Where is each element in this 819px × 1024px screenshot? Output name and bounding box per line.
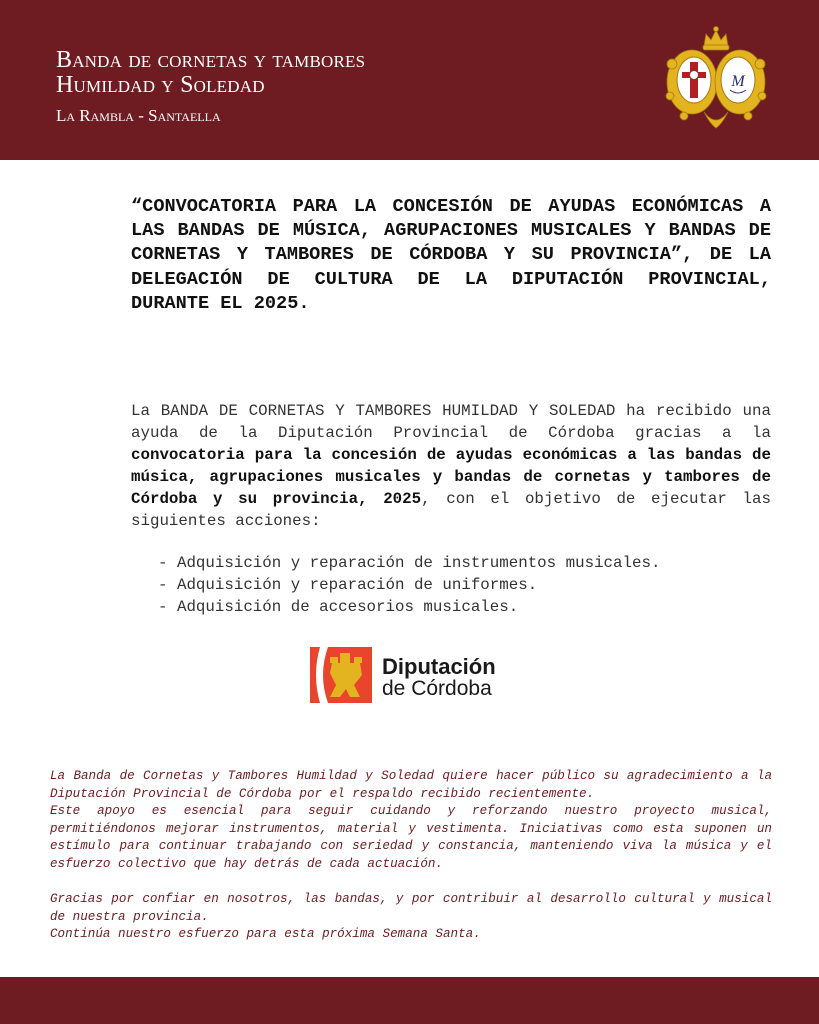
grant-intro: La BANDA DE CORNETAS Y TAMBORES HUMILDAD Y SOLEDAD ha recibido una ayuda de la Diputación Provincial de Córdoba gracias a la (131, 402, 771, 442)
acknowledgement-p1: La Banda de Cornetas y Tambores Humildad y Soledad quiere hacer público su agradecimiento a la Diputación Provincial de Córdoba por el respaldo recibido recientemente. (50, 769, 772, 801)
action-item: - Adquisición de accesorios musicales. (158, 598, 519, 616)
band-name (56, 48, 365, 126)
svg-text:M: M (731, 73, 745, 90)
acknowledgement-p2: Este apoyo es esencial para seguir cuidando y reforzando nuestro proyecto musical, permitiéndonos mejorar instrumentos, material y vestimenta. Iniciativas como esta suponen un estímulo para continuar trabajando con seriedad y constancia, manteniendo viva la música y el esfuerzo colectivo que hay detrás de cada actuación. (50, 804, 772, 871)
acknowledgement-p3: Gracias por confiar en nosotros, las bandas, y por contribuir al desarrollo cultural y musical de nuestra provincia. (50, 892, 772, 924)
action-item: - Adquisición y reparación de instrumentos musicales. (158, 554, 661, 572)
actions-list (158, 552, 660, 618)
band-name-line2: Humildad y Soledad (56, 72, 265, 98)
diputacion-logo (310, 645, 520, 707)
diputacion-lion-icon (310, 645, 372, 705)
call-title: “CONVOCATORIA PARA LA CONCESIÓN DE AYUDAS ECONÓMICAS A LAS BANDAS DE MÚSICA, AGRUPACIONES MUSICALES Y BANDAS DE CORNETAS Y TAMBORES DE CÓRDOBA Y SU PROVINCIA”, DE LA DELEGACIÓN DE CULTURA DE LA DIPUTACIÓN PROVINCIAL, DURANTE EL 2025. (131, 196, 771, 314)
grant-call-name: convocatoria para la concesión de ayudas económicas a las bandas de música, agrupaciones musicales y bandas de cornetas y tambores de Córdoba y su provincia, 2025 (131, 446, 771, 508)
footer-bar (0, 977, 819, 1024)
grant-paragraph (131, 400, 771, 532)
acknowledgement-note (50, 768, 772, 944)
grant-outro: , con el objetivo de ejecutar las siguientes acciones: (131, 490, 771, 530)
crest-icon (664, 24, 768, 130)
action-item: - Adquisición y reparación de uniformes. (158, 576, 538, 594)
header-banner (0, 0, 819, 160)
acknowledgement-p4: Continúa nuestro esfuerzo para esta próxima Semana Santa. (50, 927, 481, 942)
band-location: La Rambla - Santaella (56, 106, 221, 125)
logo-line2: de Córdoba (382, 677, 492, 700)
logo-line1: Diputación (382, 654, 496, 679)
diputacion-logo-text (382, 656, 496, 700)
band-name-line1: Banda de cornetas y tambores (56, 47, 366, 73)
